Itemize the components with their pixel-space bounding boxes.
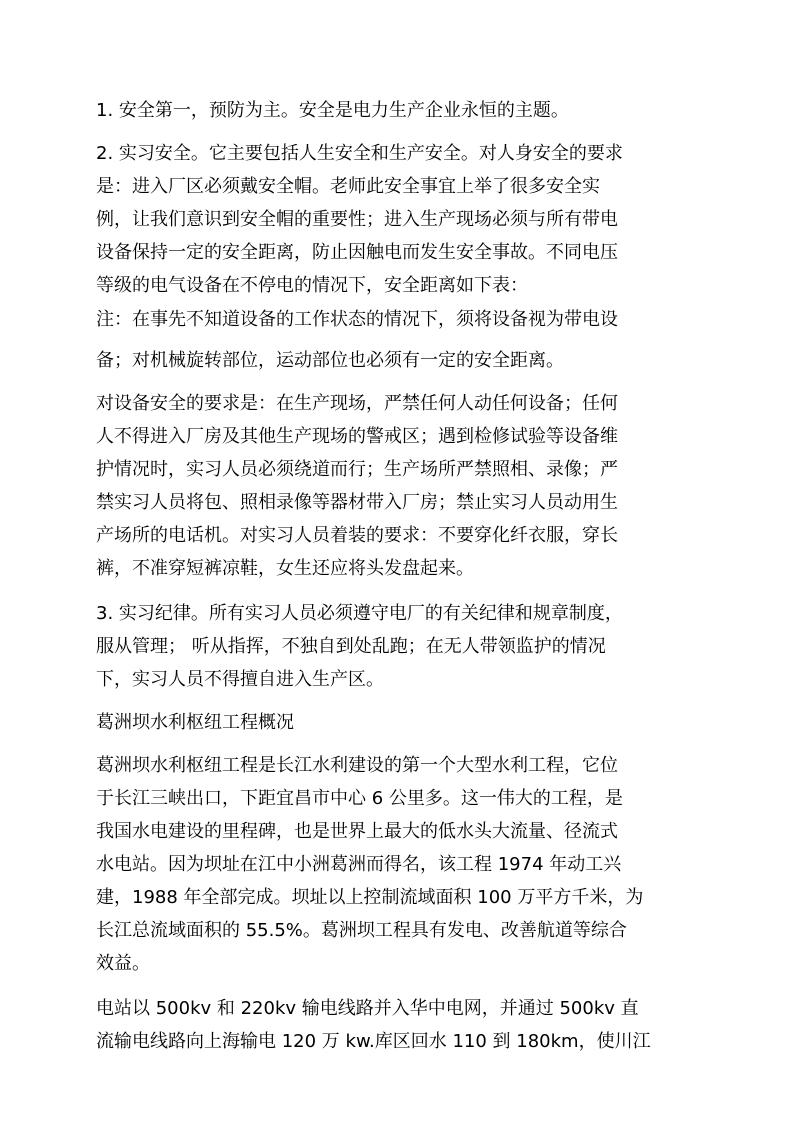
text-line: 是：进入厂区必须戴安全帽。老师此安全事宜上举了很多安全实 [96, 176, 600, 197]
text-line: 裤，不准穿短裤凉鞋，女生还应将头发盘起来。 [96, 558, 474, 579]
text-line: 我国水电建设的里程碑，也是世界上最大的低水头大流量、径流式 [96, 821, 618, 842]
text-line: 禁实习人员将包、照相录像等器材带入厂房；禁止实习人员动用生 [96, 492, 618, 513]
text-line: 水电站。因为坝址在江中小洲葛洲而得名，该工程 1974 年动工兴 [96, 854, 622, 875]
text-line: 人不得进入厂房及其他生产现场的警戒区；遇到检修试验等设备维 [96, 426, 618, 447]
text-line: 葛洲坝水利枢纽工程是长江水利建设的第一个大型水利工程，它位 [96, 755, 618, 776]
text-line: 下，实习人员不得擅自进入生产区。 [96, 669, 384, 690]
text-line: 备；对机械旋转部位，运动部位也必须有一定的安全距离。 [96, 350, 564, 371]
text-line: 服从管理； 听从指挥，不独自到处乱跑；在无人带领监护的情况 [96, 636, 606, 657]
text-line: 等级的电气设备在不停电的情况下，安全距离如下表： [96, 275, 528, 296]
text-line: 于长江三峡出口，下距宜昌市中心 6 公里多。这一伟大的工程，是 [96, 788, 623, 809]
text-line: 对设备安全的要求是：在生产现场，严禁任何人动任何设备；任何 [96, 393, 618, 414]
section-heading: 葛洲坝水利枢纽工程概况 [96, 712, 294, 733]
text-line: 1. 安全第一，预防为主。安全是电力生产企业永恒的主题。 [96, 100, 569, 121]
text-line: 3. 实习纪律。所有实习人员必须遵守电厂的有关纪律和规章制度， [96, 603, 623, 624]
text-line: 护情况时，实习人员必须绕道而行；生产场所严禁照相、录像；严 [96, 459, 618, 480]
text-line: 例，让我们意识到安全帽的重要性；进入生产现场必须与所有带电 [96, 209, 618, 230]
text-line: 电站以 500kv 和 220kv 输电线路并入华中电网，并通过 500kv 直 [96, 998, 639, 1019]
text-line: 注：在事先不知道设备的工作状态的情况下，须将设备视为带电设 [96, 309, 618, 330]
text-line: 产场所的电话机。对实习人员着装的要求：不要穿化纤衣服，穿长 [96, 525, 618, 546]
text-line: 长江总流域面积的 55.5%。葛洲坝工程具有发电、改善航道等综合 [96, 920, 627, 941]
text-line: 设备保持一定的安全距离，防止因触电而发生安全事故。不同电压 [96, 242, 618, 263]
text-line: 流输电线路向上海输电 120 万 kw.库区回水 110 到 180km，使川江 [96, 1031, 651, 1052]
text-line: 建，1988 年全部完成。坝址以上控制流域面积 100 万平方千米，为 [96, 887, 644, 908]
text-line: 2. 实习安全。它主要包括人生安全和生产安全。对人身安全的要求 [96, 143, 623, 164]
text-line: 效益。 [96, 953, 150, 974]
